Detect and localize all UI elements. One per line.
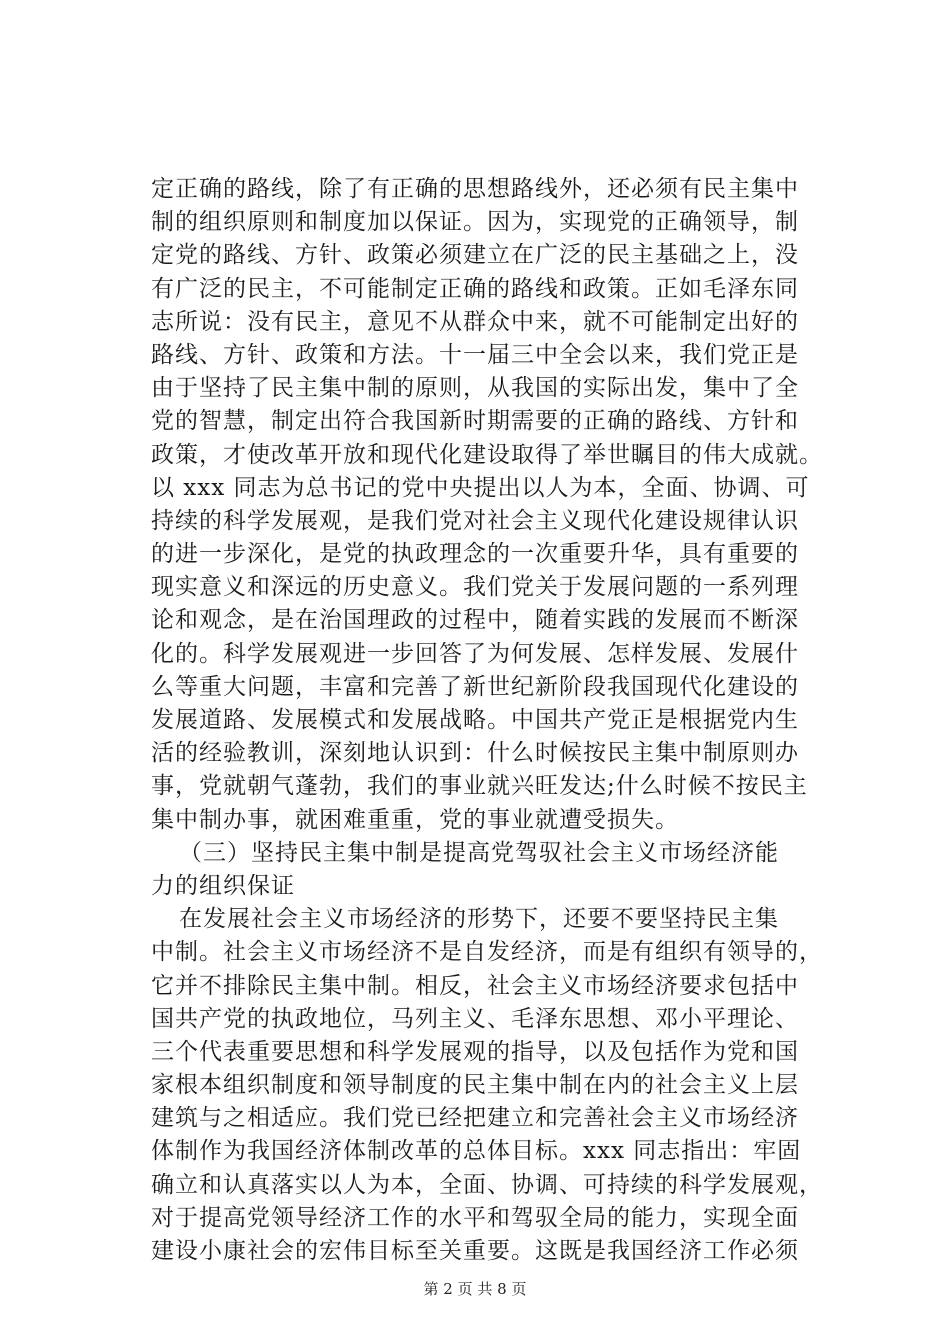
body-text: [151, 173, 831, 1268]
text-line: 它并不排除民主集中制。相反，社会主义市场经济要求包括中: [151, 972, 799, 999]
text-line: 定正确的路线，除了有正确的思想路线外，还必须有民主集中: [151, 176, 799, 202]
text-line: 三个代表重要思想和科学发展观的指导，以及包括作为党和国: [151, 1038, 799, 1065]
section-heading-line: （三）坚持民主集中制是提高党驾驭社会主义市场经济能: [179, 839, 779, 866]
text-line: 么等重大问题，丰富和完善了新世纪新阶段我国现代化建设的: [151, 673, 799, 700]
text-line: 建设小康社会的宏伟目标至关重要。这既是我国经济工作必须: [151, 1238, 799, 1264]
text-line: 集中制办事，就困难重重，党的事业就遭受损失。: [151, 806, 679, 833]
text-line: 事，党就朝气蓬勃，我们的事业就兴旺发达;什么时候不按民主: [151, 773, 808, 800]
text-line: 在发展社会主义市场经济的形势下，还要不要坚持民主集: [179, 906, 779, 933]
text-line: 化的。科学发展观进一步回答了为何发展、怎样发展、发展什: [151, 640, 799, 667]
text-line: 党的智慧，制定出符合我国新时期需要的正确的路线、方针和: [151, 408, 799, 435]
text-line: 志所说：没有民主，意见不从群众中来，就不可能制定出好的: [151, 308, 799, 335]
text-line: 建筑与之相适应。我们党已经把建立和完善社会主义市场经济: [151, 1105, 799, 1132]
text-line: 体制作为我国经济体制改革的总体目标。xxx 同志指出：牢固: [151, 1138, 802, 1165]
text-line: 定党的路线、方针、政策必须建立在广泛的民主基础之上，没: [151, 242, 799, 269]
text-line: 发展道路、发展模式和发展战略。中国共产党正是根据党内生: [151, 707, 799, 733]
text-line: 国共产党的执政地位，马列主义、毛泽东思想、邓小平理论、: [151, 1005, 799, 1032]
text-line: 对于提高党领导经济工作的水平和驾驭全局的能力，实现全面: [151, 1204, 799, 1231]
text-line: 由于坚持了民主集中制的原则，从我国的实际出发，集中了全: [151, 375, 799, 402]
page-number: 第 2 页 共 8 页: [423, 1280, 527, 1298]
text-line: 有广泛的民主，不可能制定正确的路线和政策。正如毛泽东同: [151, 275, 799, 302]
text-line: 制的组织原则和制度加以保证。因为，实现党的正确领导，制: [151, 209, 799, 236]
section-heading-line: 力的组织保证: [151, 872, 295, 899]
text-line: 政策，才使改革开放和现代化建设取得了举世瞩目的伟大成就。: [151, 441, 823, 468]
text-line: 持续的科学发展观，是我们党对社会主义现代化建设规律认识: [151, 507, 799, 534]
text-line: 中制。社会主义市场经济不是自发经济，而是有组织有领导的，: [151, 939, 823, 966]
text-line: 的进一步深化，是党的执政理念的一次重要升华，具有重要的: [151, 541, 799, 568]
text-line: 活的经验教训，深刻地认识到：什么时候按民主集中制原则办: [151, 740, 799, 767]
text-line: 现实意义和深远的历史意义。我们党关于发展问题的一系列理: [151, 574, 799, 601]
text-line: 以 xxx 同志为总书记的党中央提出以人为本，全面、协调、可: [151, 474, 810, 501]
text-line: 路线、方针、政策和方法。十一届三中全会以来，我们党正是: [151, 341, 799, 368]
text-line: 论和观念，是在治国理政的过程中，随着实践的发展而不断深: [151, 607, 799, 634]
text-line: 确立和认真落实以人为本，全面、协调、可持续的科学发展观，: [151, 1171, 823, 1198]
text-line: 家根本组织制度和领导制度的民主集中制在内的社会主义上层: [151, 1072, 799, 1099]
